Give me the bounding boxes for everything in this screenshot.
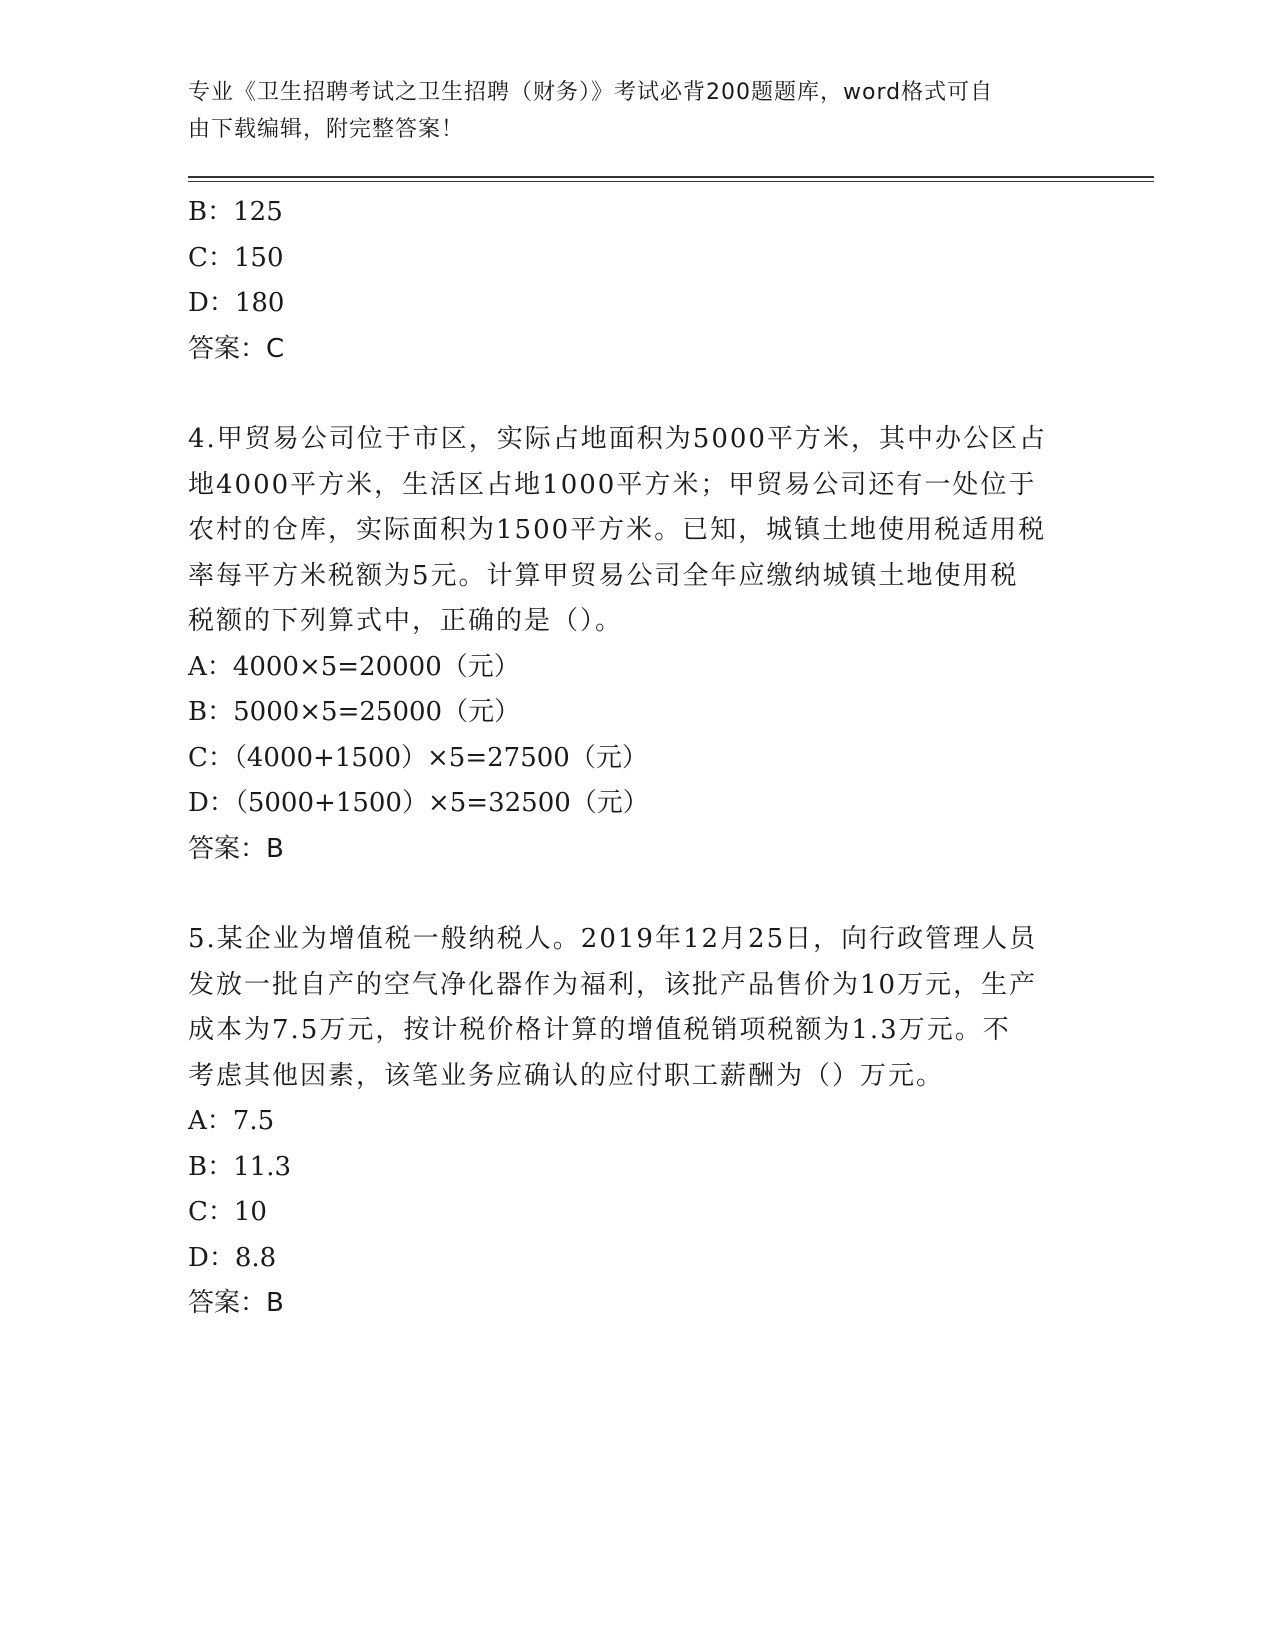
option-a: A：4000×5=20000（元）	[188, 651, 520, 682]
option-c: C：10	[188, 1197, 267, 1227]
spacer	[188, 372, 1088, 417]
question-3-block	[188, 190, 1088, 372]
question-line: 率每平方米税额为5元。计算甲贸易公司全年应缴纳城镇土地使用税	[188, 560, 1019, 591]
option-a: A：7.5	[188, 1106, 275, 1136]
option-d: D：180	[188, 288, 285, 318]
option-d: D：8.8	[188, 1242, 277, 1273]
question-4-text	[188, 417, 1068, 645]
header-line-1: 专业《卫生招聘考试之卫生招聘（财务）》考试必背200题题库，word格式可自	[188, 80, 994, 105]
option-c: C：150	[188, 242, 284, 273]
option-b: B：11.3	[188, 1151, 291, 1182]
option-c: C：（4000+1500）×5=27500（元）	[188, 742, 648, 773]
question-line: 4.甲贸易公司位于市区，实际占地面积为5000平方米，其中办公区占	[188, 424, 1047, 454]
answer-label: 答案：B	[188, 1288, 284, 1318]
question-line: 地4000平方米，生活区占地1000平方米；甲贸易公司还有一处位于	[188, 469, 1037, 500]
question-5-block	[188, 917, 1088, 1327]
question-4-block	[188, 417, 1088, 872]
question-line: 考虑其他因素，该笔业务应确认的应付职工薪酬为（）万元。	[188, 1060, 945, 1091]
question-line: 5.某企业为增值税一般纳税人。2019年12月25日，向行政管理人员	[188, 924, 1038, 954]
option-b: B：5000×5=25000（元）	[188, 697, 521, 727]
option-b: B：125	[188, 197, 283, 227]
header-line-2: 由下载编辑，附完整答案！	[188, 117, 465, 142]
answer-label: 答案：C	[188, 333, 285, 364]
question-5-text	[188, 917, 1068, 1099]
question-line: 发放一批自产的空气净化器作为福利，该批产品售价为10万元，生产	[188, 969, 1038, 1000]
question-line: 税额的下列算式中，正确的是（）。	[188, 606, 624, 636]
answer-label: 答案：B	[188, 833, 284, 864]
question-content	[188, 190, 1088, 1327]
spacer	[188, 872, 1088, 917]
question-line: 农村的仓库，实际面积为1500平方米。已知，城镇土地使用税适用税	[188, 515, 1047, 545]
question-line: 成本为7.5万元，按计税价格计算的增值税销项税额为1.3万元。不	[188, 1015, 1011, 1045]
document-header	[188, 74, 1068, 148]
option-d: D：（5000+1500）×5=32500（元）	[188, 788, 649, 818]
header-rule-thin	[188, 181, 1154, 182]
header-rule-thick	[188, 176, 1154, 178]
